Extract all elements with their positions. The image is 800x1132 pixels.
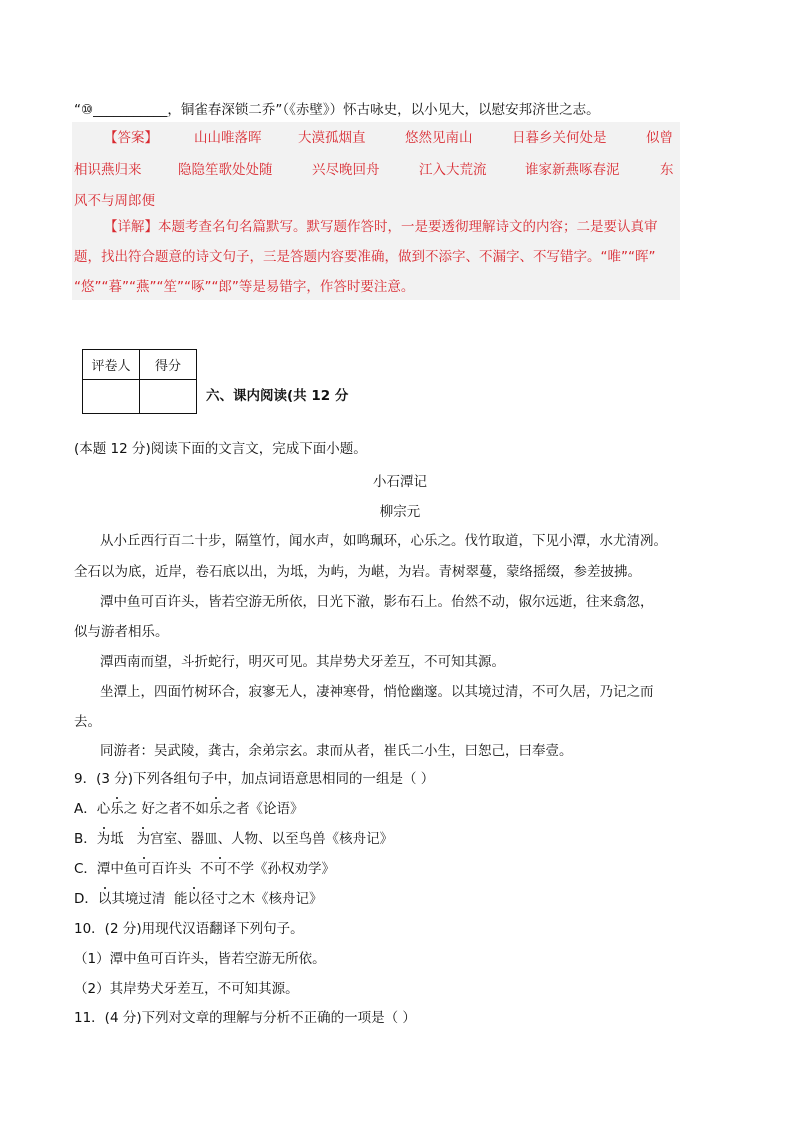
article-p4-line1: 坐潭上，四面竹树环合，寂寥无人，凄神寒骨，悄怆幽邃。以其境过清，不可久居，乃记之而 — [100, 684, 654, 700]
score-header-score: 得分 — [140, 350, 197, 380]
option-text: C．潭中鱼 — [74, 861, 138, 877]
article-p1-line2: 全石以为底，近岸，卷石底以出，为坻，为屿，为嵁，为岩。青树翠蔓，蒙络摇缀，参差披拂。 — [74, 564, 641, 580]
score-cell-grader[interactable] — [83, 380, 140, 414]
dotted-word: 以 — [97, 891, 112, 907]
blank-rest-text: ，铜雀春深锁二乔”（《赤壁》）怀古咏史，以小见大，以慰安邦济世之志。 — [167, 102, 600, 118]
question-intro: (本题 12 分)阅读下面的文言文，完成下面小题。 — [74, 441, 367, 457]
option-text: 宫室、器皿、人物、以至鸟兽《核舟记》 — [150, 831, 394, 847]
q9-stem: 9．(3 分)下列各组句子中，加点词语意思相同的一组是（ ） — [74, 771, 435, 787]
dotted-word: 可 — [213, 861, 228, 877]
blank-underline: ___________ — [93, 102, 168, 118]
q10-stem: 10．(2 分)用现代汉语翻译下列句子。 — [74, 921, 304, 937]
answer-item: 悠然见南山 — [405, 130, 473, 146]
option-text: 之者《论语》 — [222, 801, 304, 817]
q11-stem: 11．(4 分)下列对文章的理解与分析不正确的一项是（ ） — [74, 1010, 416, 1026]
answer-row-3 — [74, 189, 155, 209]
q9-option-d[interactable] — [74, 887, 323, 907]
dotted-word: 乐 — [110, 801, 124, 817]
answer-item: 隐隐笙歌处处随 — [178, 162, 273, 178]
q9-option-c[interactable] — [74, 857, 335, 877]
article-author: 柳宗元 — [379, 504, 421, 520]
dotted-word: 可 — [137, 861, 151, 877]
answer-item: 似曾 — [646, 130, 673, 146]
dotted-word: 以 — [187, 891, 201, 907]
detail-line-3: “悠”“暮”“燕”“笙”“啄”“郎”等是易错字，作答时要注意。 — [74, 279, 415, 295]
detail-text: 本题考查名句名篇默写。默写题作答时，一是要透彻理解诗文的内容；二是要认真审 — [158, 219, 658, 235]
score-table — [82, 349, 197, 414]
option-text: 径寸之木《核舟记》 — [201, 891, 323, 907]
article-title: 小石潭记 — [373, 474, 427, 490]
fill-blank-line — [74, 98, 600, 118]
q9-option-b[interactable] — [74, 827, 393, 847]
q10-sentence-1: （1）潭中鱼可百许头，皆若空游无所依。 — [74, 951, 326, 967]
answer-item: 相识燕归来 — [74, 162, 142, 178]
article-p2-line2: 似与游者相乐。 — [74, 624, 169, 640]
score-header-grader: 评卷人 — [83, 350, 140, 380]
article-p3-line1: 潭西南而望，斗折蛇行，明灭可见。其岸势犬牙差互，不可知其源。 — [100, 654, 505, 670]
q9-option-a[interactable] — [74, 797, 304, 817]
article-p2-line1: 潭中鱼可百许头，皆若空游无所依，日光下澈，影布石上。佁然不动，俶尔远逝，往来翕忽， — [100, 594, 654, 610]
answer-item: 谁家新燕啄春泥 — [525, 162, 620, 178]
answer-item: 兴尽晚回舟 — [312, 162, 380, 178]
detail-block — [74, 212, 678, 302]
blank-number: ⑩ — [81, 102, 94, 118]
detail-line-2: 题，找出符合题意的诗文句子，三是答题内容要准确，做到不添字、不漏字、不写错字。“唯”“晖” — [74, 249, 656, 265]
option-text: 其境过清 能 — [111, 891, 188, 907]
detail-line-1 — [74, 212, 678, 242]
option-text: 不学《孙权劝学》 — [227, 861, 336, 877]
option-text: 之 好之者不如 — [123, 801, 210, 817]
article-p1-line1: 从小丘西行百二十步，隔篁竹，闻水声，如鸣珮环，心乐之。伐竹取道，下见小潭，水尤清冽。 — [100, 533, 667, 549]
section-title: 六、课内阅读(共 12 分 — [206, 388, 349, 404]
answer-item: 山山唯落晖 — [194, 130, 262, 146]
detail-label: 【详解】 — [104, 219, 158, 235]
answer-item: 风不与周郎便 — [74, 193, 155, 209]
answer-label: 【答案】 — [104, 130, 158, 146]
quote-open: “ — [74, 102, 81, 118]
option-text: 百许头 不 — [150, 861, 214, 877]
answer-item: 大漠孤烟直 — [298, 130, 366, 146]
q10-sentence-2: （2）其岸势犬牙差互，不可知其源。 — [74, 981, 299, 997]
option-text: A．心 — [74, 801, 111, 817]
option-text: B． — [74, 831, 97, 847]
dotted-word: 乐 — [209, 801, 223, 817]
option-text: D． — [74, 891, 98, 907]
article-p4-line2: 去。 — [74, 714, 101, 730]
answer-item: 东 — [660, 162, 674, 178]
score-cell-score[interactable] — [140, 380, 197, 414]
dotted-word: 为 — [136, 831, 151, 847]
article-p5-line1: 同游者：吴武陵，龚古，余弟宗玄。隶而从者，崔氏二小生，曰恕己，曰奉壹。 — [100, 743, 573, 759]
answer-item: 江入大荒流 — [419, 162, 487, 178]
dotted-word: 为 — [96, 831, 111, 847]
option-text: 坻 — [110, 831, 137, 847]
answer-item: 日暮乡关何处是 — [512, 130, 607, 146]
